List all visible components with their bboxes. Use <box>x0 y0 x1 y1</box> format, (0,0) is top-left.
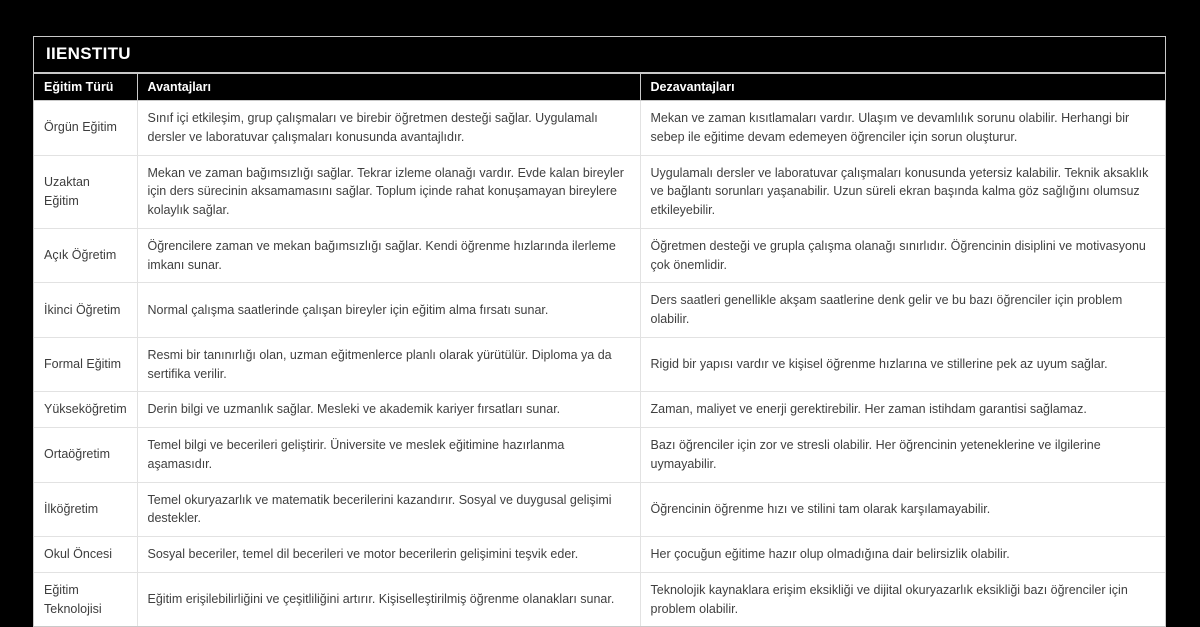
education-type-cell: Yükseköğretim <box>34 392 137 428</box>
table-row <box>34 537 1165 573</box>
table-header-row <box>34 74 1165 101</box>
education-type-cell: Uzaktan Eğitim <box>34 155 137 228</box>
disadvantages-cell: Öğrencinin öğrenme hızı ve stilini tam olarak karşılamayabilir. <box>640 482 1165 537</box>
table-row <box>34 337 1165 392</box>
education-comparison-table <box>34 73 1165 626</box>
table-row <box>34 228 1165 283</box>
advantages-cell: Derin bilgi ve uzmanlık sağlar. Mesleki ve akademik kariyer fırsatları sunar. <box>137 392 640 428</box>
education-type-cell: Açık Öğretim <box>34 228 137 283</box>
education-type-cell: Eğitim Teknolojisi <box>34 572 137 626</box>
table-row <box>34 283 1165 338</box>
table-row <box>34 572 1165 626</box>
disadvantages-cell: Her çocuğun eğitime hazır olup olmadığına dair belirsizlik olabilir. <box>640 537 1165 573</box>
disadvantages-cell: Zaman, maliyet ve enerji gerektirebilir. Her zaman istihdam garantisi sağlamaz. <box>640 392 1165 428</box>
advantages-cell: Sınıf içi etkileşim, grup çalışmaları ve birebir öğretmen desteği sağlar. Uygulamalı dersler ve laboratuvar çalışmaları konusunda avantajlıdır. <box>137 101 640 156</box>
column-header-advantages: Avantajları <box>137 74 640 101</box>
advantages-cell: Temel bilgi ve becerileri geliştirir. Üniversite ve meslek eğitimine hazırlanma aşamasıdır. <box>137 428 640 483</box>
disadvantages-cell: Uygulamalı dersler ve laboratuvar çalışmaları konusunda yetersiz kalabilir. Teknik aksaklık ve bağlantı sorunları yaşanabilir. Uzun süreli ekran başında kalma göz sağlığını olumsuz etkileyebilir. <box>640 155 1165 228</box>
advantages-cell: Eğitim erişilebilirliğini ve çeşitliliğini artırır. Kişiselleştirilmiş öğrenme olanakları sunar. <box>137 572 640 626</box>
table-row <box>34 392 1165 428</box>
column-header-disadvantages: Dezavantajları <box>640 74 1165 101</box>
advantages-cell: Normal çalışma saatlerinde çalışan bireyler için eğitim alma fırsatı sunar. <box>137 283 640 338</box>
advantages-cell: Temel okuryazarlık ve matematik becerilerini kazandırır. Sosyal ve duygusal gelişimi destekler. <box>137 482 640 537</box>
table-row <box>34 482 1165 537</box>
education-type-cell: İkinci Öğretim <box>34 283 137 338</box>
education-type-cell: Ortaöğretim <box>34 428 137 483</box>
table-row <box>34 155 1165 228</box>
table-row <box>34 428 1165 483</box>
education-table-panel <box>33 36 1166 627</box>
advantages-cell: Resmi bir tanınırlığı olan, uzman eğitmenlerce planlı olarak yürütülür. Diploma ya da sertifika verilir. <box>137 337 640 392</box>
disadvantages-cell: Mekan ve zaman kısıtlamaları vardır. Ulaşım ve devamlılık sorunu olabilir. Herhangi bir sebep ile eğitime devam edemeyen öğrenciler için sorun oluşturur. <box>640 101 1165 156</box>
disadvantages-cell: Bazı öğrenciler için zor ve stresli olabilir. Her öğrencinin yeteneklerine ve ilgilerine uymayabilir. <box>640 428 1165 483</box>
advantages-cell: Mekan ve zaman bağımsızlığı sağlar. Tekrar izleme olanağı vardır. Evde kalan bireyler için ders sürecinin aksamamasını sağlar. Toplum içinde rahat konuşamayan bireylere kolaylık sağlar. <box>137 155 640 228</box>
advantages-cell: Sosyal beceriler, temel dil becerileri ve motor becerilerin gelişimini teşvik eder. <box>137 537 640 573</box>
education-type-cell: Formal Eğitim <box>34 337 137 392</box>
disadvantages-cell: Teknolojik kaynaklara erişim eksikliği ve dijital okuryazarlık eksikliği bazı öğrenciler için problem olabilir. <box>640 572 1165 626</box>
advantages-cell: Öğrencilere zaman ve mekan bağımsızlığı sağlar. Kendi öğrenme hızlarında ilerleme imkanı sunar. <box>137 228 640 283</box>
education-type-cell: Okul Öncesi <box>34 537 137 573</box>
education-type-cell: İlköğretim <box>34 482 137 537</box>
education-type-cell: Örgün Eğitim <box>34 101 137 156</box>
table-row <box>34 101 1165 156</box>
brand-title: IIENSTITU <box>34 37 1165 73</box>
disadvantages-cell: Öğretmen desteği ve grupla çalışma olanağı sınırlıdır. Öğrencinin disiplini ve motivasyonu çok önemlidir. <box>640 228 1165 283</box>
column-header-education-type: Eğitim Türü <box>34 74 137 101</box>
disadvantages-cell: Rigid bir yapısı vardır ve kişisel öğrenme hızlarına ve stillerine pek az uyum sağlar. <box>640 337 1165 392</box>
disadvantages-cell: Ders saatleri genellikle akşam saatlerine denk gelir ve bu bazı öğrenciler için problem olabilir. <box>640 283 1165 338</box>
